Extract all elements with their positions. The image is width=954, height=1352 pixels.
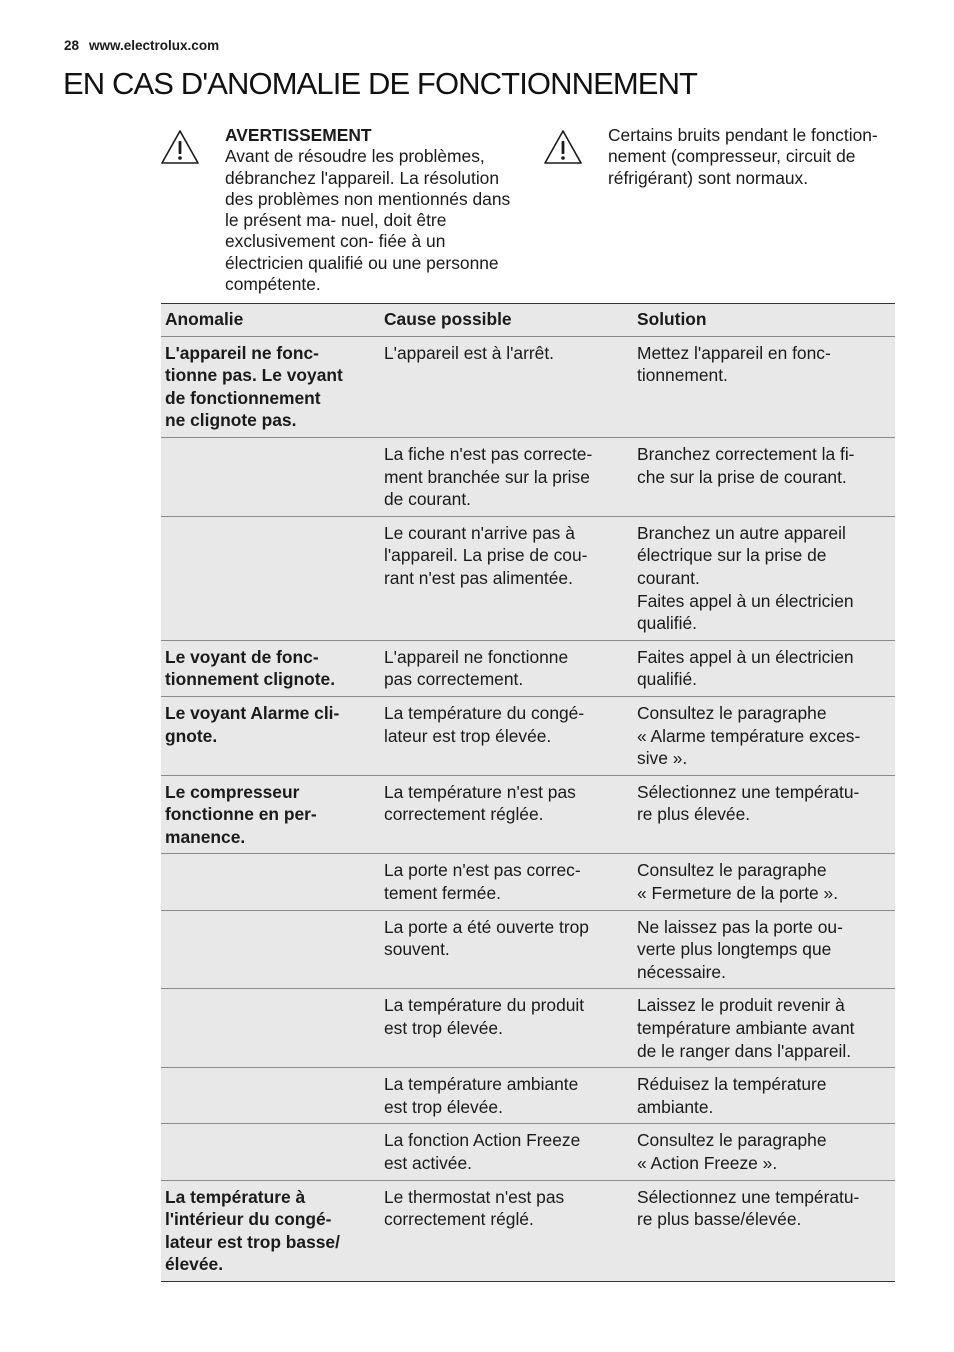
website-url: www.electrolux.com <box>89 38 220 53</box>
table-row <box>161 336 895 437</box>
solution-cell: Branchez un autre appareil électrique sur la prise de courant. Faites appel à un électricien qualifié. <box>633 516 895 640</box>
table-row <box>161 696 895 775</box>
anomaly-cell <box>161 516 380 640</box>
header-anomaly: Anomalie <box>161 304 380 337</box>
solution-cell: Consultez le paragraphe « Fermeture de la porte ». <box>633 854 895 910</box>
solution-cell: Ne laissez pas la porte ou- verte plus longtemps que nécessaire. <box>633 910 895 989</box>
solution-cell: Faites appel à un électricien qualifié. <box>633 640 895 696</box>
cause-cell: L'appareil est à l'arrêt. <box>380 336 633 437</box>
solution-cell: Réduisez la température ambiante. <box>633 1068 895 1124</box>
cause-cell: L'appareil ne fonctionne pas correctement. <box>380 640 633 696</box>
anomaly-cell <box>161 1068 380 1124</box>
cause-cell: La porte a été ouverte trop souvent. <box>380 910 633 989</box>
table-row <box>161 640 895 696</box>
solution-cell: Mettez l'appareil en fonc- tionnement. <box>633 336 895 437</box>
table-row <box>161 1068 895 1124</box>
solution-cell: Laissez le produit revenir à température ambiante avant de le ranger dans l'appareil. <box>633 989 895 1068</box>
caution-body: Certains bruits pendant le fonction- nement (compresseur, circuit de réfrigérant) sont normaux. <box>608 125 878 188</box>
table-row <box>161 854 895 910</box>
warning-text <box>225 125 515 295</box>
anomaly-cell: Le compresseur fonctionne en per- manence. <box>161 775 380 854</box>
anomaly-cell: Le voyant de fonc- tionnement clignote. <box>161 640 380 696</box>
table-row <box>161 516 895 640</box>
caution-text <box>608 125 908 189</box>
table-row <box>161 910 895 989</box>
solution-cell: Sélectionnez une températu- re plus élevée. <box>633 775 895 854</box>
anomaly-cell: L'appareil ne fonc- tionne pas. Le voyant de fonctionnement ne clignote pas. <box>161 336 380 437</box>
cause-cell: La température du produit est trop élevée. <box>380 989 633 1068</box>
anomaly-cell <box>161 1124 380 1180</box>
solution-cell: Branchez correctement la fi- che sur la prise de courant. <box>633 437 895 516</box>
cause-cell: Le courant n'arrive pas à l'appareil. La prise de cou- rant n'est pas alimentée. <box>380 516 633 640</box>
solution-cell: Consultez le paragraphe « Alarme température exces- sive ». <box>633 696 895 775</box>
header-solution: Solution <box>633 304 895 337</box>
cause-cell: Le thermostat n'est pas correctement réglé. <box>380 1180 633 1281</box>
table-row <box>161 1124 895 1180</box>
troubleshooting-table <box>161 303 895 1282</box>
warning-heading: AVERTISSEMENT <box>225 125 372 145</box>
table-row <box>161 437 895 516</box>
cause-cell: La porte n'est pas correc- tement fermée. <box>380 854 633 910</box>
solution-cell: Consultez le paragraphe « Action Freeze ». <box>633 1124 895 1180</box>
page-title: EN CAS D'ANOMALIE DE FONCTIONNEMENT <box>63 66 698 101</box>
anomaly-cell: Le voyant Alarme cli- gnote. <box>161 696 380 775</box>
anomaly-cell <box>161 437 380 516</box>
cause-cell: La température ambiante est trop élevée. <box>380 1068 633 1124</box>
cause-cell: La température n'est pas correctement réglée. <box>380 775 633 854</box>
cause-cell: La température du congé- lateur est trop élevée. <box>380 696 633 775</box>
header-cause: Cause possible <box>380 304 633 337</box>
solution-cell: Sélectionnez une températu- re plus basse/élevée. <box>633 1180 895 1281</box>
anomaly-cell <box>161 910 380 989</box>
anomaly-cell <box>161 854 380 910</box>
table-row <box>161 775 895 854</box>
cause-cell: La fonction Action Freeze est activée. <box>380 1124 633 1180</box>
cause-cell: La fiche n'est pas correcte- ment branchée sur la prise de courant. <box>380 437 633 516</box>
anomaly-cell <box>161 989 380 1068</box>
table-row <box>161 1180 895 1281</box>
page-number: 28 <box>64 38 80 53</box>
table-row <box>161 989 895 1068</box>
warning-triangle-icon <box>160 129 200 165</box>
table-header-row <box>161 304 895 337</box>
page-header <box>64 38 219 53</box>
anomaly-cell: La température à l'intérieur du congé- lateur est trop basse/ élevée. <box>161 1180 380 1281</box>
caution-triangle-icon <box>543 129 583 165</box>
warning-body: Avant de résoudre les problèmes, débranchez l'appareil. La résolution des problèmes non mentionnés dans le présent ma- nuel, doit être exclusivement con- fiée à un électricien qualifié ou une personne compétente. <box>225 146 511 295</box>
